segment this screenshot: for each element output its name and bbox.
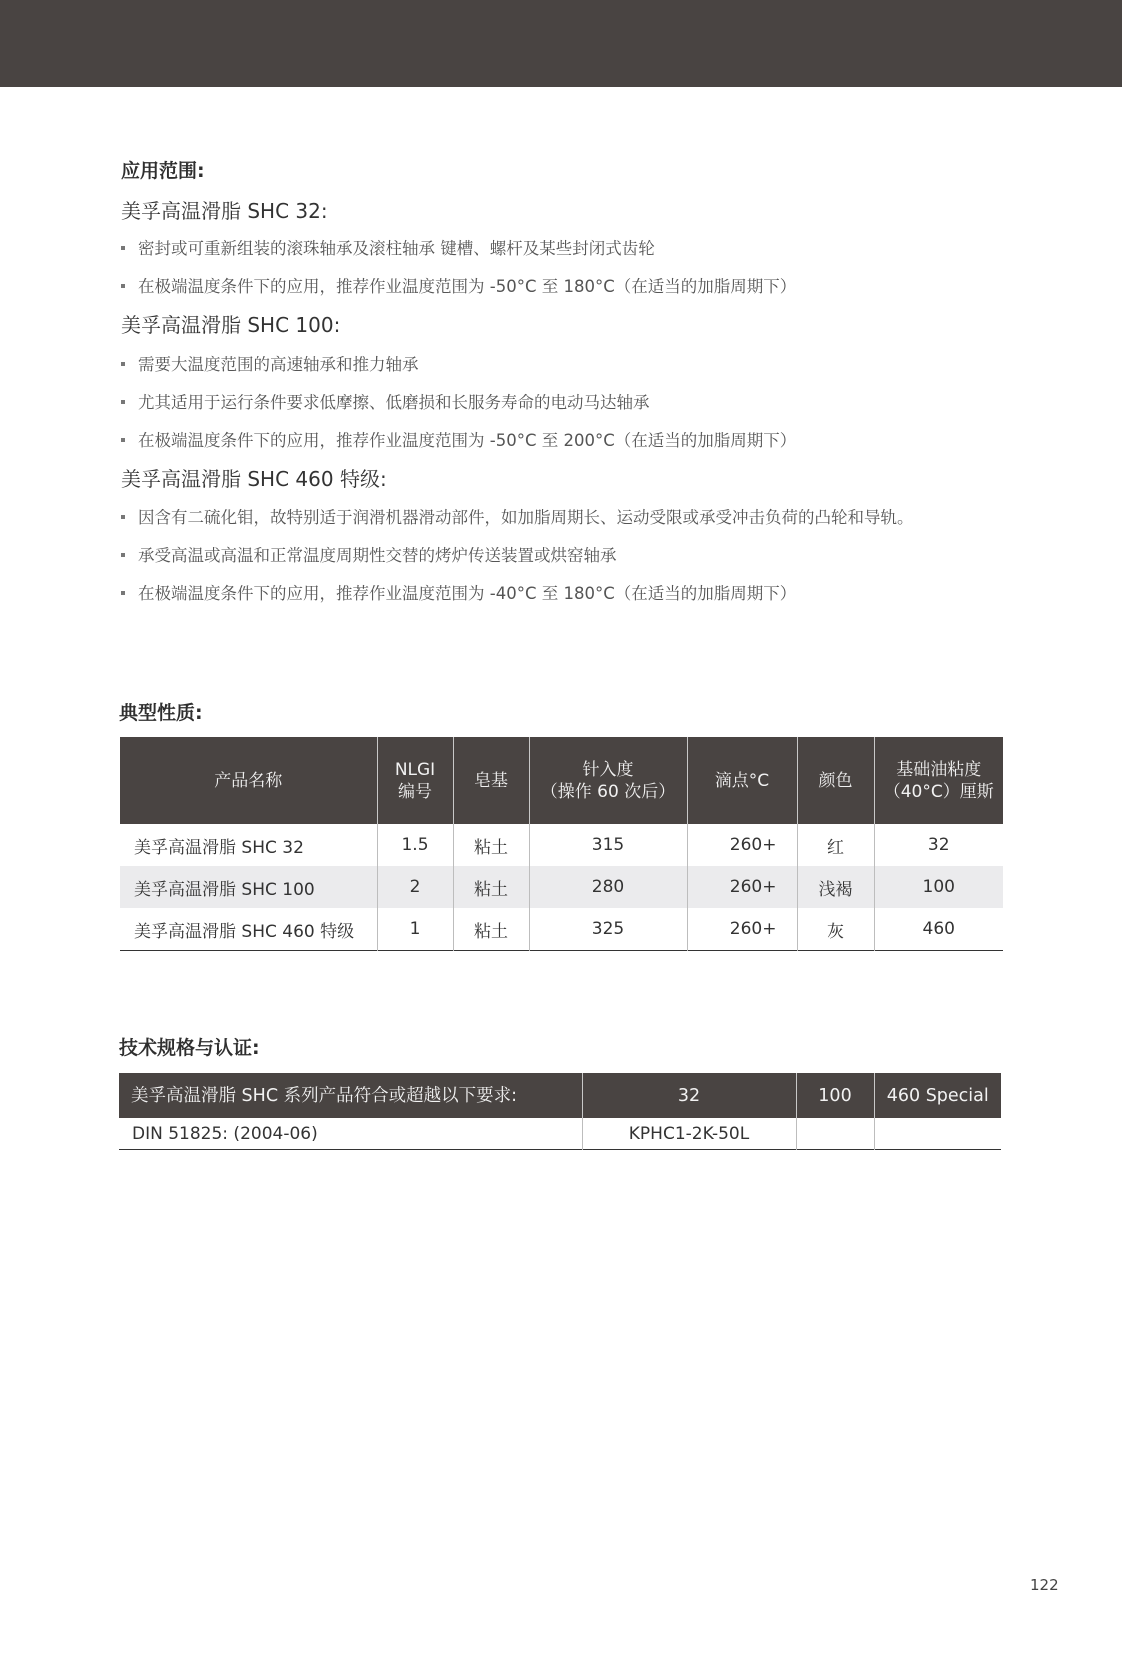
column-header-shc100: 100 (796, 1073, 874, 1118)
bullet-item: 密封或可重新组装的滚珠轴承及滚柱轴承 键槽、螺杆及某些封闭式齿轮 (121, 235, 655, 259)
bullet-icon (121, 362, 125, 366)
cell-nlgi: 1.5 (377, 824, 453, 866)
cell-dropping-point: 260+ (687, 908, 797, 951)
cell-soap-base: 粘土 (453, 866, 529, 908)
cell-soap-base: 粘土 (453, 824, 529, 866)
column-header-penetration: 针入度 （操作 60 次后） (529, 737, 687, 824)
column-header-dropping-point: 滴点°C (687, 737, 797, 824)
product-heading-shc32: 美孚高温滑脂 SHC 32: (121, 199, 328, 223)
bullet-item: 在极端温度条件下的应用，推荐作业温度范围为 -50°C 至 180°C（在适当的加脂周期下） (121, 273, 796, 297)
cell-viscosity: 100 (874, 866, 1003, 908)
cell-viscosity: 32 (874, 824, 1003, 866)
column-header-color: 颜色 (797, 737, 874, 824)
table-row (119, 1118, 1001, 1150)
column-header-shc460-special: 460 Special (874, 1073, 1001, 1118)
cell-viscosity: 460 (874, 908, 1003, 951)
cell-nlgi: 1 (377, 908, 453, 951)
page-number: 122 (1030, 1576, 1059, 1594)
bullet-item: 在极端温度条件下的应用，推荐作业温度范围为 -50°C 至 200°C（在适当的加脂周期下） (121, 427, 796, 451)
cell-color: 灰 (797, 908, 874, 951)
bullet-icon (121, 284, 125, 288)
page-header-bar (0, 0, 1122, 87)
column-header-viscosity: 基础油粘度 （40°C）厘斯 (874, 737, 1003, 824)
column-header-soap-base: 皂基 (453, 737, 529, 824)
bullet-item: 需要大温度范围的高速轴承和推力轴承 (121, 351, 419, 375)
cell-nlgi: 2 (377, 866, 453, 908)
cell-product-name: 美孚高温滑脂 SHC 100 (120, 866, 377, 908)
cell-shc32: KPHC1-2K-50L (582, 1118, 796, 1150)
product-heading-shc460: 美孚高温滑脂 SHC 460 特级: (121, 467, 387, 491)
bullet-icon (121, 553, 125, 557)
bullet-item: 承受高温或高温和正常温度周期性交替的烤炉传送装置或烘窑轴承 (121, 542, 617, 566)
cell-dropping-point: 260+ (687, 866, 797, 908)
cell-dropping-point: 260+ (687, 824, 797, 866)
bullet-icon (121, 438, 125, 442)
specifications-title: 技术规格与认证: (119, 1037, 260, 1059)
typical-properties-title: 典型性质: (119, 702, 203, 724)
table-row (120, 866, 1003, 908)
column-header-nlgi: NLGI 编号 (377, 737, 453, 824)
column-header-shc32: 32 (582, 1073, 796, 1118)
typical-properties-table (120, 737, 1003, 951)
applications-title: 应用范围: (121, 160, 205, 182)
cell-shc100 (796, 1118, 874, 1150)
cell-color: 浅褐 (797, 866, 874, 908)
cell-product-name: 美孚高温滑脂 SHC 32 (134, 837, 304, 858)
cell-penetration: 280 (529, 866, 687, 908)
cell-standard: DIN 51825: (2004-06) (132, 1123, 318, 1144)
cell-penetration: 325 (529, 908, 687, 951)
cell-shc460-special (874, 1118, 1001, 1150)
table-header-row (119, 1073, 1001, 1118)
cell-soap-base: 粘土 (453, 908, 529, 951)
table-row (120, 824, 1003, 866)
product-heading-shc100: 美孚高温滑脂 SHC 100: (121, 313, 341, 337)
bullet-icon (121, 515, 125, 519)
cell-color: 红 (797, 824, 874, 866)
column-header-product-name: 产品名称 (120, 737, 377, 824)
bullet-item: 尤其适用于运行条件要求低摩擦、低磨损和长服务寿命的电动马达轴承 (121, 389, 650, 413)
cell-penetration: 315 (529, 824, 687, 866)
bullet-item: 在极端温度条件下的应用，推荐作业温度范围为 -40°C 至 180°C（在适当的加脂周期下） (121, 580, 796, 604)
bullet-icon (121, 246, 125, 250)
table-header-row (120, 737, 1003, 824)
cell-product-name: 美孚高温滑脂 SHC 460 特级 (134, 921, 355, 942)
table-row (120, 908, 1003, 951)
specifications-table (119, 1073, 1001, 1150)
bullet-item: 因含有二硫化钼，故特别适于润滑机器滑动部件，如加脂周期长、运动受限或承受冲击负荷的凸轮和导轨。 (121, 504, 914, 528)
bullet-icon (121, 591, 125, 595)
column-header-requirements: 美孚高温滑脂 SHC 系列产品符合或超越以下要求: (119, 1073, 582, 1118)
bullet-icon (121, 400, 125, 404)
